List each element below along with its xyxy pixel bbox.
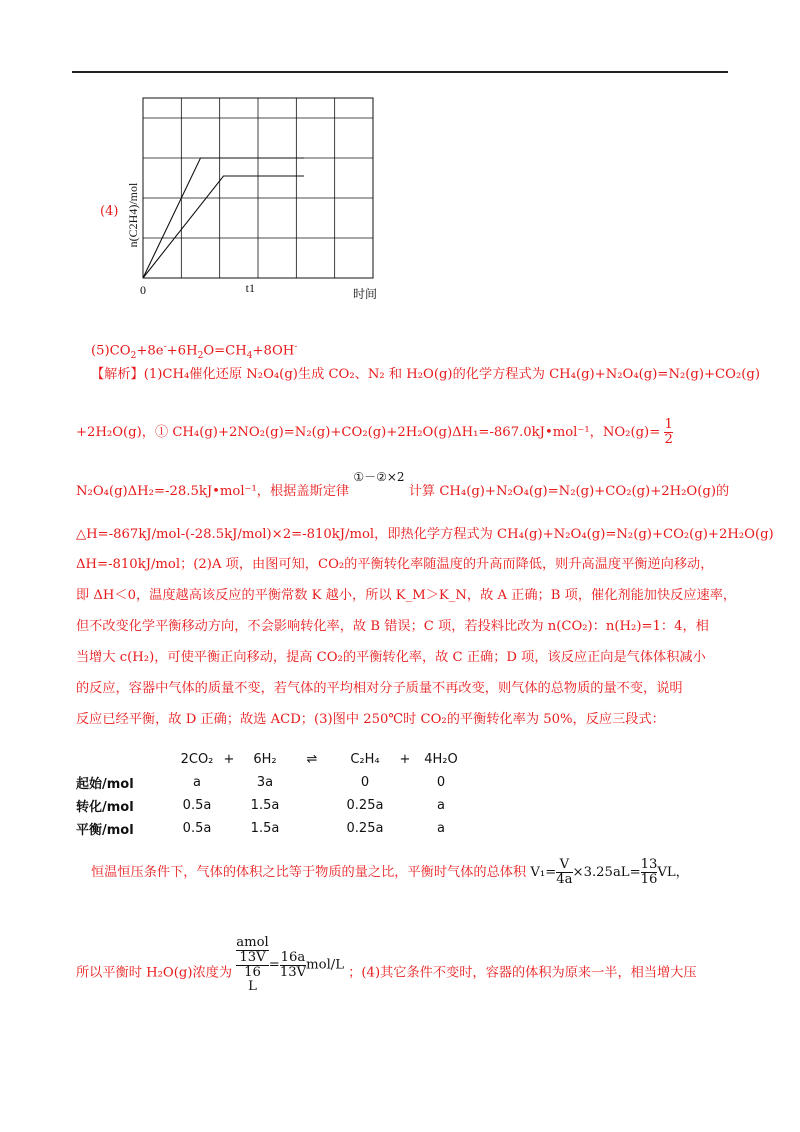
explain-line-2: +2H₂O(g)，① CH₄(g)+2NO₂(g)=N₂(g)+CO₂(g)+2H₂O(g)ΔH₁=-867.0kJ•mol⁻¹，NO₂(g)= $\frac{1}{2}$	[76, 417, 673, 447]
y-axis-label: n(C2H4)/mol	[126, 182, 140, 248]
chart-grid	[143, 98, 373, 278]
x-tick-label: 0	[140, 283, 146, 297]
explain-line-10: 反应已经平衡，故 D 正确；故选 ACD；(3)图中 250℃时 CO₂的平衡转化率为 50%，反应三段式：	[76, 712, 665, 727]
table-header-row: 2CO₂ + 6H₂ ⇌ C₂H₄ + 4H₂O	[180, 752, 458, 767]
header-rule	[72, 71, 728, 73]
fraction-half: $\frac{1}{2}$	[664, 417, 673, 447]
question-4-label: (4)	[100, 204, 119, 219]
hess-formula: ①－②×2	[353, 470, 405, 484]
c2h4-time-chart	[100, 90, 400, 310]
explain-line-6: 即 ΔH＜0，温度越高该反应的平衡常数 K 越小，所以 K_M＞K_N，故 A 正确；B 项，催化剂能加快反应速率，	[76, 588, 737, 603]
volume-formula: V₁= $\frac{V}{4a}$ ×3.25aL= $\frac{13}{16}$ VL，	[530, 857, 689, 887]
explain-line-5: ΔH=-810kJ/mol；(2)A 项，由图可知，CO₂的平衡转化率随温度的升高而降低，则升高温度平衡逆向移动，	[76, 557, 714, 572]
chart-lines	[143, 158, 304, 278]
three-stage-table	[76, 748, 466, 840]
concentration-formula: amol 13V 16 L = $\frac{16a}{13V}$ mol/L	[236, 935, 345, 994]
table-row: 转化/mol 0.5a 1.5a 0.25a a	[76, 798, 445, 815]
x-tick-labels	[140, 281, 255, 297]
explain-line-4: △H=-867kJ/mol-(-28.5kJ/mol)×2=-810kJ/mol，即热化学方程式为 CH₄(g)+N₂O₄(g)=N₂(g)+CO₂(g)+2H₂O(g)	[76, 527, 774, 542]
explain-line-3: N₂O₄(g)ΔH₂=-28.5kJ•mol⁻¹，根据盖斯定律 ①－②×2 计算 CH₄(g)+N₂O₄(g)=N₂(g)+CO₂(g)+2H₂O(g)的	[76, 470, 730, 499]
explain-line-9: 的反应，容器中气体的质量不变，若气体的平均相对分子质量不再改变，则气体的总物质的量不变，说明	[76, 681, 683, 696]
answer-5: $(5)CO_2+8e^-+6H_2O=CH_4+8OH^-$	[91, 342, 298, 362]
explain-line-1: 【解析】(1)CH₄催化还原 N₂O₄(g)生成 CO₂、N₂ 和 H₂O(g)的化学方程式为 CH₄(g)+N₂O₄(g)=N₂(g)+CO₂(g)	[91, 367, 760, 382]
table-row: 平衡/mol 0.5a 1.5a 0.25a a	[76, 821, 445, 838]
explain-line-8: 当增大 c(H₂)，可使平衡正向移动，提高 CO₂的平衡转化率，故 C 正确；D 项，该反应正向是气体体积减小	[76, 650, 706, 665]
explain-line-12: 所以平衡时 H₂O(g)浓度为 amol 13V 16 L = $\frac{16a}{13V}$ mol/L ；(4)其它条件不变时，容器的体积为原来一半，相当增大压	[76, 935, 697, 994]
explain-line-11: 恒温恒压条件下，气体的体积之比等于物质的量之比，平衡时气体的总体积 V₁= $\frac{V}{4a}$ ×3.25aL= $\frac{13}{16}$ VL，	[91, 857, 689, 887]
x-axis-label: 时间	[352, 287, 378, 301]
x-tick-label: t1	[245, 281, 256, 295]
explain-line-7: 但不改变化学平衡移动方向，不会影响转化率，故 B 错误；C 项，若投料比改为 n(CO₂)：n(H₂)=1：4，相	[76, 619, 709, 634]
table-row: 起始/mol a 3a 0 0	[76, 775, 446, 792]
